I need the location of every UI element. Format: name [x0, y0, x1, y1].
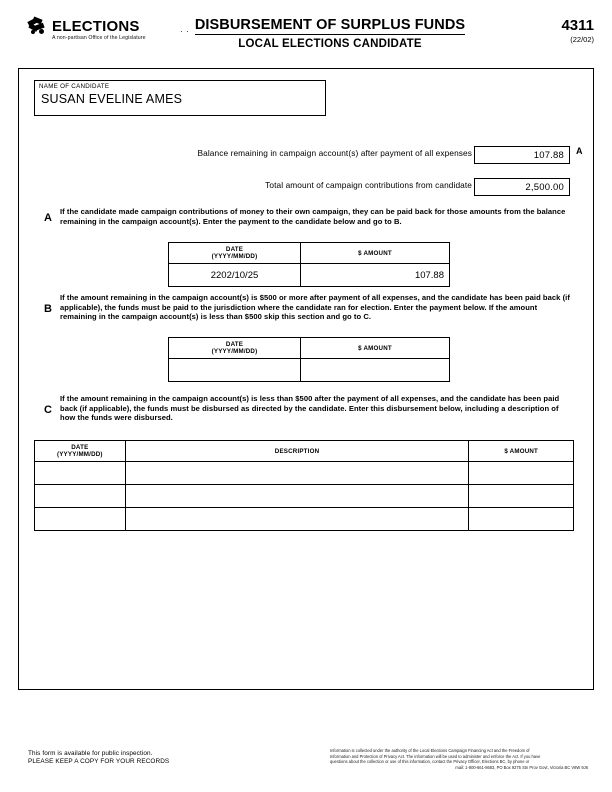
total-contributions-row	[200, 178, 472, 196]
elections-logo-mark-icon	[28, 18, 50, 34]
total-contributions-value: 2,500.00	[525, 182, 564, 193]
balance-remaining-row	[160, 146, 472, 164]
section-a-text: If the candidate made campaign contributions of money to their own campaign, they can be paid back for those amounts from the balance remaining in the campaign account(s). Enter the payment to the candidate below and go to B.	[60, 207, 566, 226]
candidate-name-value: SUSAN EVELINE AMES	[41, 92, 183, 106]
candidate-name-label: NAME OF CANDIDATE	[39, 83, 110, 90]
form-number-block	[561, 18, 594, 44]
table-row[interactable]	[35, 462, 573, 484]
section-a-date-header	[169, 243, 300, 263]
section-c-row-description	[125, 485, 469, 507]
section-a-amount-header	[300, 243, 449, 263]
section-a-date-header-format: (YYYY/MM/DD)	[211, 253, 258, 260]
footer-privacy-line-2: Information and Protection of Privacy Act. The information will be used to administer and enforce the Act. If you have	[330, 753, 541, 759]
section-c-table-header	[35, 441, 573, 462]
logo-decorative-dots-icon: ··	[180, 26, 192, 36]
table-row[interactable]	[35, 507, 573, 530]
balance-remaining-tag: A	[576, 146, 583, 156]
form-revision: (22/02)	[570, 35, 594, 44]
section-b-date-header-label: DATE	[225, 341, 244, 348]
section-b-row-amount	[300, 359, 449, 381]
section-c-row-date	[35, 485, 125, 507]
section-b-amount-header-label: $ AMOUNT	[358, 344, 392, 352]
section-a-table-header	[169, 243, 449, 264]
balance-remaining-input[interactable]	[474, 146, 570, 164]
page-header	[0, 10, 612, 60]
footer-notice	[28, 750, 169, 767]
elections-logo-wordmark: ELECTIONS	[52, 18, 140, 35]
section-c-amount-header	[468, 441, 573, 461]
section-b-amount-header	[300, 338, 449, 358]
section-b-date-header-format: (YYYY/MM/DD)	[211, 348, 258, 355]
section-a-row-amount: 107.88	[300, 264, 449, 286]
section-c-text: If the amount remaining in the campaign account(s) is less than $500 after the payment of all expenses, and the candidate has been paid back (if applicable), the funds must be disbursed as directed by the candidate. Enter this disbursement below, including a description of how the funds were disbursed.	[60, 394, 560, 423]
section-c-amount-header-label: $ AMOUNT	[504, 447, 539, 455]
footer-notice-line-2: PLEASE KEEP A COPY FOR YOUR RECORDS	[28, 758, 170, 766]
section-a-table	[168, 242, 450, 287]
total-contributions-input[interactable]	[474, 178, 570, 196]
section-a-row-date: 2202/10/25	[210, 269, 259, 281]
section-c-date-header-format: (YYYY/MM/DD)	[56, 451, 103, 458]
section-b-table	[168, 337, 450, 382]
section-c-date-header	[35, 441, 125, 461]
page-subtitle: LOCAL ELECTIONS CANDIDATE	[238, 38, 422, 50]
elections-logo-subtitle: A non-partisan Office of the Legislature	[52, 35, 146, 41]
form-number: 4311	[561, 17, 594, 34]
section-b-text: If the amount remaining in the campaign account(s) is $500 or more after payment of all expenses, and the candidate has been paid back (if applicable), the funds must be paid to the jurisdiction where the candidate ran for election. Enter the payment below. If the amount remaining in the campaign account(s) is less than $500 skip this section and go to C.	[60, 293, 570, 322]
section-c-letter: C	[44, 404, 52, 416]
footer-notice-line-1: This form is available for public inspection.	[28, 750, 153, 757]
table-row[interactable]	[169, 359, 449, 381]
total-contributions-label: Total amount of campaign contributions from candidate	[265, 180, 472, 190]
section-c-description-header	[125, 441, 469, 461]
page-title-block	[180, 16, 480, 51]
table-row[interactable]	[35, 484, 573, 507]
table-row[interactable]	[169, 264, 449, 286]
section-c-row-amount	[468, 462, 573, 484]
section-b-row-date	[169, 359, 300, 381]
section-c-row-description	[125, 462, 469, 484]
balance-remaining-value: 107.88	[533, 150, 564, 161]
section-a-amount-header-label: $ AMOUNT	[358, 249, 392, 257]
section-c-table	[34, 440, 574, 531]
footer-privacy-line-1: Information is collected under the authority of the Local Elections Campaign Financing Act and the Freedom of	[330, 748, 530, 753]
section-a-date-header-label: DATE	[225, 246, 244, 253]
page-title: DISBURSEMENT OF SURPLUS FUNDS	[194, 17, 466, 33]
balance-remaining-label: Balance remaining in campaign account(s) after payment of all expenses	[197, 148, 472, 158]
section-b-table-header	[169, 338, 449, 359]
section-b-date-header	[169, 338, 300, 358]
section-c-row-date	[35, 462, 125, 484]
footer-privacy-line-4: mail: 1-800-661-8683, PO Box 9275 Stn Prov Govt, Victoria BC V8W 9J6	[455, 764, 588, 770]
section-a-letter: A	[44, 212, 52, 224]
section-c-row-amount	[468, 485, 573, 507]
footer-privacy-notice	[330, 748, 588, 770]
section-c-row-description	[125, 508, 469, 530]
section-b-letter: B	[44, 303, 52, 315]
section-c-row-date	[35, 508, 125, 530]
footer-privacy-line-3: questions about the collection or use of this information, contact the Privacy Officer, Elections BC, by phone or	[330, 759, 530, 765]
section-c-date-header-label: DATE	[71, 444, 89, 451]
section-c-row-amount	[468, 508, 573, 530]
candidate-name-field[interactable]	[34, 80, 326, 116]
section-c-description-header-label: DESCRIPTION	[274, 447, 320, 455]
